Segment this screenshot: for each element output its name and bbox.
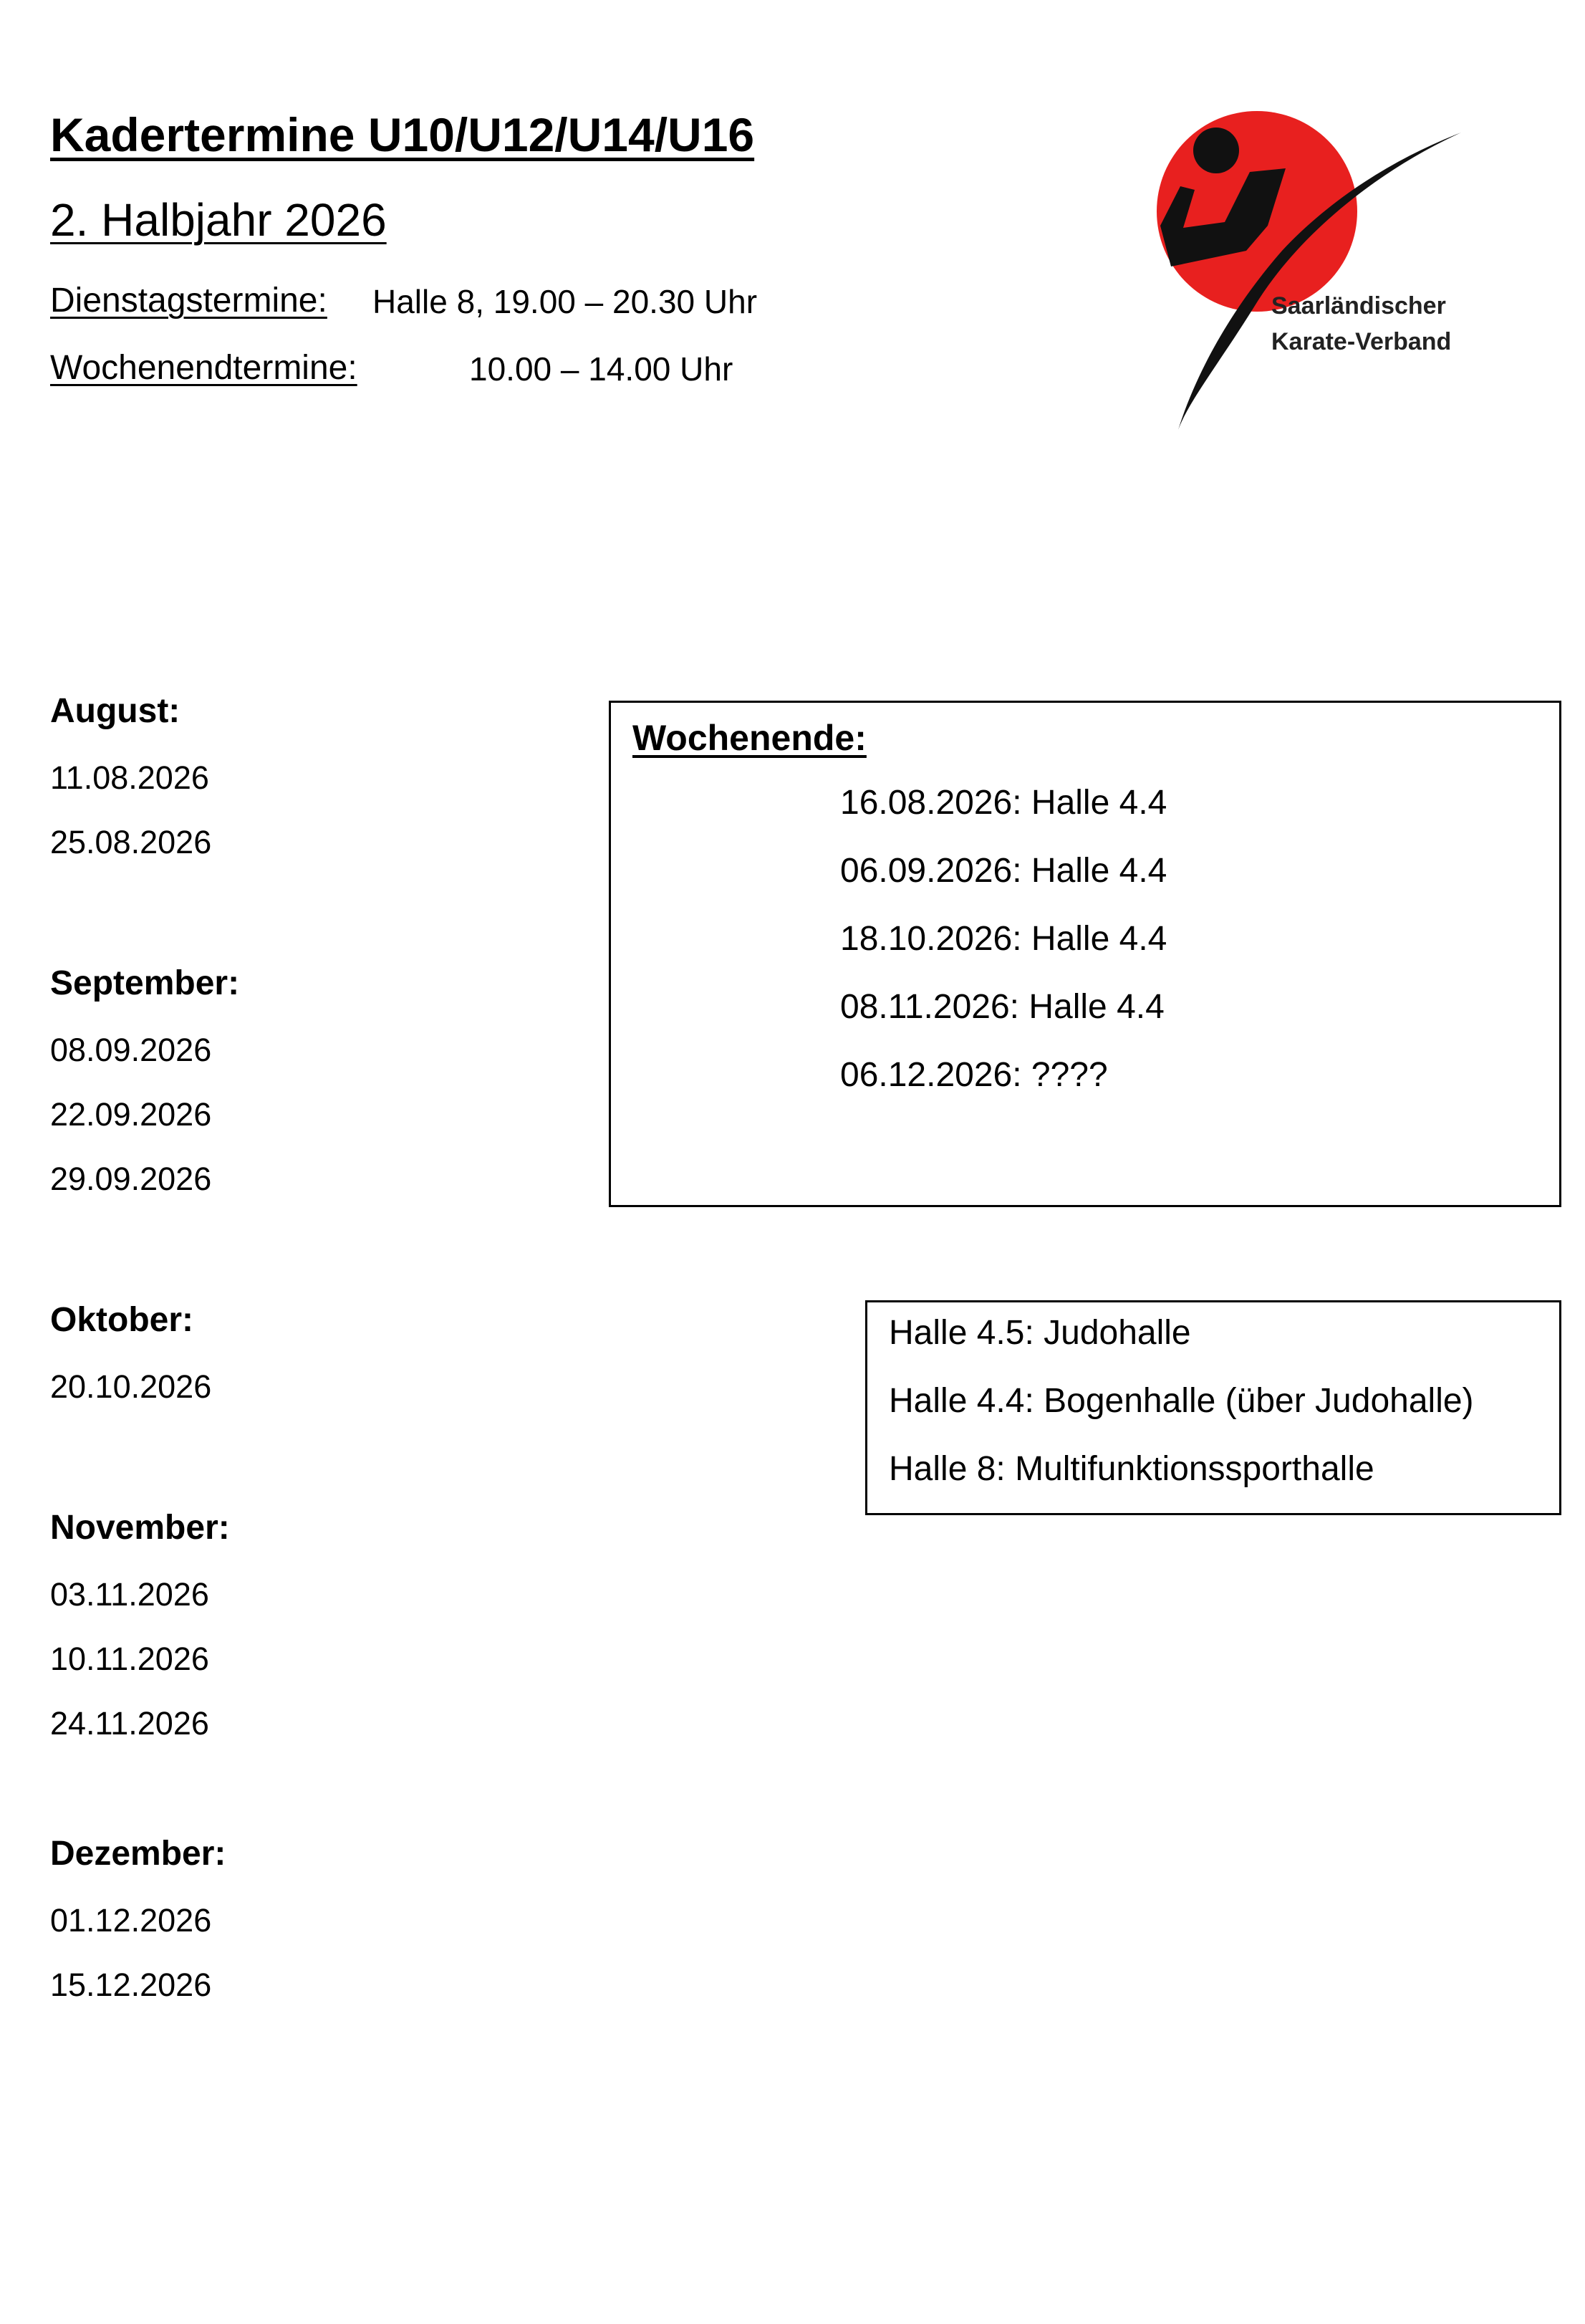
- weekend-entry: 06.09.2026: Halle 4.4: [840, 852, 1167, 890]
- date-item: 22.09.2026: [50, 1096, 212, 1133]
- date-item: 08.09.2026: [50, 1032, 212, 1068]
- date-item: 10.11.2026: [50, 1641, 209, 1677]
- date-item: 20.10.2026: [50, 1368, 212, 1405]
- weekend-value: 10.00 – 14.00 Uhr: [469, 350, 733, 388]
- tuesday-value: Halle 8, 19.00 – 20.30 Uhr: [372, 283, 758, 320]
- date-item: 25.08.2026: [50, 824, 212, 860]
- weekend-entry: 18.10.2026: Halle 4.4: [840, 920, 1167, 958]
- logo-line1: Saarländischer: [1271, 292, 1446, 320]
- date-item: 01.12.2026: [50, 1902, 212, 1939]
- hall-entry: Halle 8: Multifunktionssporthalle: [889, 1450, 1374, 1488]
- month-heading-september: September:: [50, 964, 240, 1002]
- weekend-entry: 16.08.2026: Halle 4.4: [840, 784, 1167, 822]
- hall-entry: Halle 4.5: Judohalle: [889, 1314, 1191, 1352]
- tuesday-label: Dienstagstermine:: [50, 282, 327, 320]
- month-heading-dezember: Dezember:: [50, 1835, 226, 1873]
- weekend-entry: 08.11.2026: Halle 4.4: [840, 988, 1165, 1026]
- page-title: Kadertermine U10/U12/U14/U16: [50, 108, 755, 161]
- month-heading-november: November:: [50, 1509, 230, 1547]
- month-heading-august: August:: [50, 692, 180, 730]
- weekend-box-heading: Wochenende:: [632, 718, 867, 758]
- date-item: 29.09.2026: [50, 1161, 212, 1197]
- weekend-entry: 06.12.2026: ????: [840, 1056, 1108, 1094]
- weekend-label: Wochenendtermine:: [50, 349, 357, 387]
- halls-legend-box: [865, 1300, 1561, 1515]
- date-item: 03.11.2026: [50, 1576, 209, 1613]
- date-item: 11.08.2026: [50, 759, 209, 796]
- month-heading-oktober: Oktober:: [50, 1301, 194, 1339]
- page-subtitle: 2. Halbjahr 2026: [50, 194, 387, 246]
- hall-entry: Halle 4.4: Bogenhalle (über Judohalle): [889, 1382, 1474, 1420]
- date-item: 15.12.2026: [50, 1967, 212, 2003]
- date-item: 24.11.2026: [50, 1705, 209, 1742]
- logo-line2: Karate-Verband: [1271, 328, 1452, 355]
- karate-figure-logo-icon: [1117, 100, 1490, 437]
- weekend-box: [609, 701, 1561, 1207]
